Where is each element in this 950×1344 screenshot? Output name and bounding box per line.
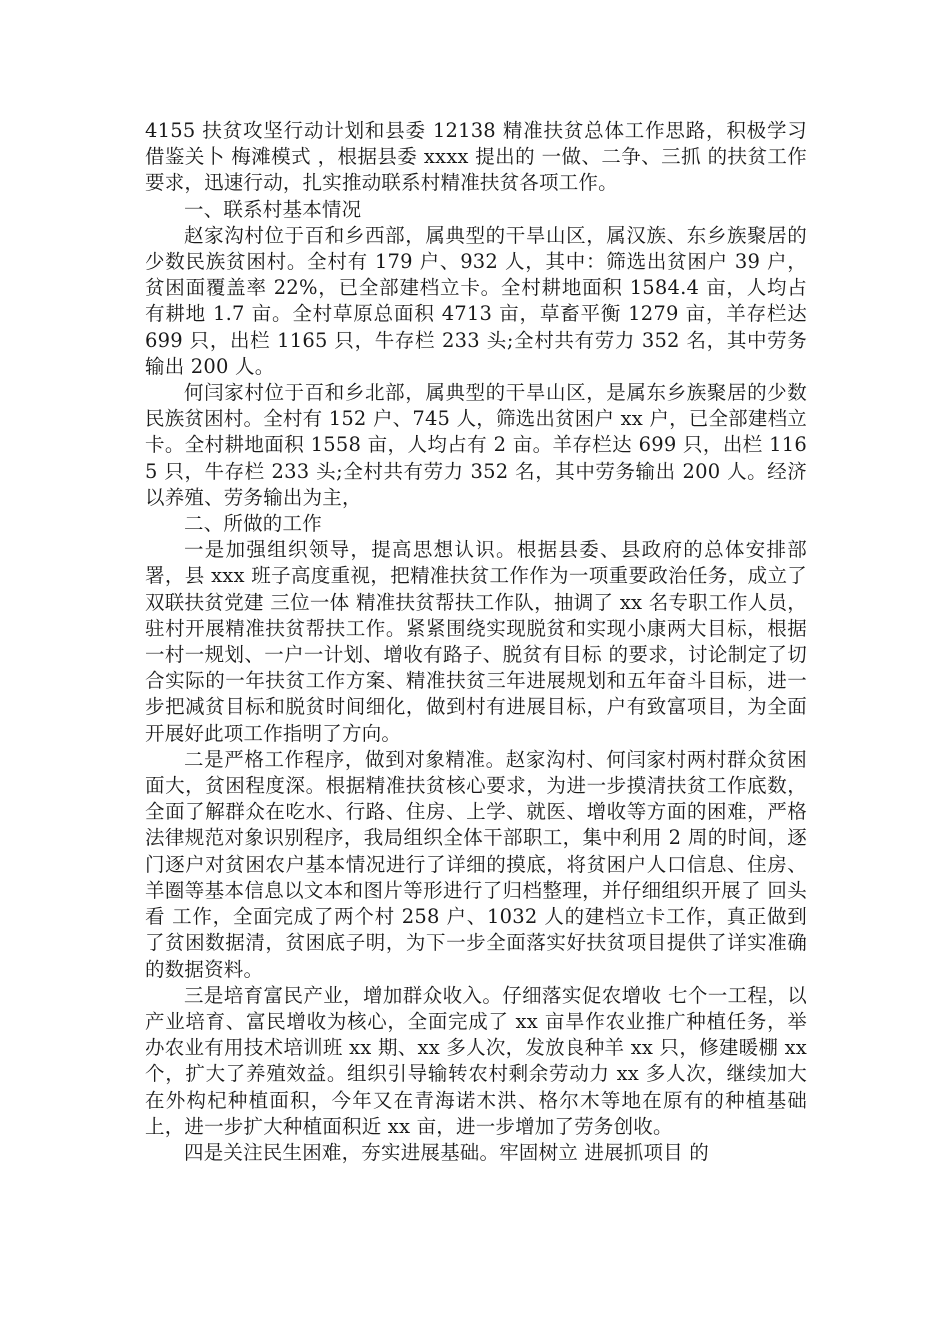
paragraph-work-3: 三是培育富民产业，增加群众收入。仔细落实促农增收 七个一工程，以产业培育、富民增收为核心，全面完成了 xx 亩旱作农业推广种植任务，举办农业有用技术培训班 xx 期、xx 多人次，发放良种羊 xx 只，修建暖棚 xx 个，扩大了养殖效益。组织引导输转农村剩余劳动力 xx 多人次，继续加大在外构杞种植面积，今年又在青海诺木洪、格尔木等地在原有的种植基础上，进一步扩大种植面积近 xx 亩，进一步增加了劳务创收。 — [145, 983, 807, 1138]
document-page — [145, 118, 807, 1166]
section-heading-1: 一、联系村基本情况 — [184, 197, 362, 221]
paragraph-work-4: 四是关注民生困难，夯实进展基础。牢固树立 进展抓项目 的 — [184, 1140, 709, 1164]
section-heading-2: 二、所做的工作 — [184, 512, 322, 536]
paragraph-heyanjia: 何闫家村位于百和乡北部，属典型的干旱山区，是属东乡族聚居的少数民族贫困村。全村有 152 户、745 人，筛选出贫困户 xx 户，已全部建档立卡。全村耕地面积 1558 亩，人均占有 2 亩。羊存栏达 699 只，出栏 1165 只，牛存栏 233 头;全村共有劳力 352 名，其中劳务输出 200 人。经济以养殖、劳务输出为主， — [145, 381, 807, 509]
paragraph-intro: 4155 扶贫攻坚行动计划和县委 12138 精准扶贫总体工作思路，积极学习借鉴关卜 梅滩模式 ，根据县委 xxxx 提出的 一做、二争、三抓 的扶贫工作要求，迅速行动，扎实推动联系村精准扶贫各项工作。 — [145, 119, 807, 195]
paragraph-work-2: 二是严格工作程序，做到对象精准。赵家沟村、何闫家村两村群众贫困面大，贫困程度深。根据精准扶贫核心要求，为进一步摸清扶贫工作底数，全面了解群众在吃水、行路、住房、上学、就医、增收等方面的困难，严格法律规范对象识别程序，我局组织全体干部职工，集中利用 2 周的时间，逐门逐户对贫困农户基本情况进行了详细的摸底，将贫困户人口信息、住房、羊圈等基本信息以文本和图片等形进行了归档整理，并仔细组织开展了 回头看 工作，全面完成了两个村 258 户、1032 人的建档立卡工作，真正做到了贫困数据清，贫困底子明，为下一步全面落实好扶贫项目提供了详实准确的数据资料。 — [145, 747, 807, 981]
paragraph-zhaojiagou: 赵家沟村位于百和乡西部，属典型的干旱山区，属汉族、东乡族聚居的少数民族贫困村。全村有 179 户、932 人，其中：筛选出贫困户 39 户，贫困面覆盖率 22%，已全部建档立卡。全村耕地面积 1584.4 亩，人均占有耕地 1.7 亩。全村草原总面积 4713 亩，草畜平衡 1279 亩，羊存栏达 699 只，出栏 1165 只，牛存栏 233 头;全村共有劳力 352 名，其中劳务输出 200 人。 — [145, 223, 807, 378]
paragraph-work-1: 一是加强组织领导，提高思想认识。根据县委、县政府的总体安排部署，县 xxx 班子高度重视，把精准扶贫工作作为一项重要政治任务，成立了双联扶贫党建 三位一体 精准扶贫帮扶工作队，抽调了 xx 名专职工作人员，驻村开展精准扶贫帮扶工作。紧紧围绕实现脱贫和实现小康两大目标，根据 一村一规划、一户一计划、增收有路子、脱贫有目标 的要求，讨论制定了切合实际的一年扶贫工作方案、精准扶贫三年进展规划和五年奋斗目标，进一步把减贫目标和脱贫时间细化，做到村有进展目标，户有致富项目，为全面开展好此项工作指明了方向。 — [145, 538, 807, 745]
